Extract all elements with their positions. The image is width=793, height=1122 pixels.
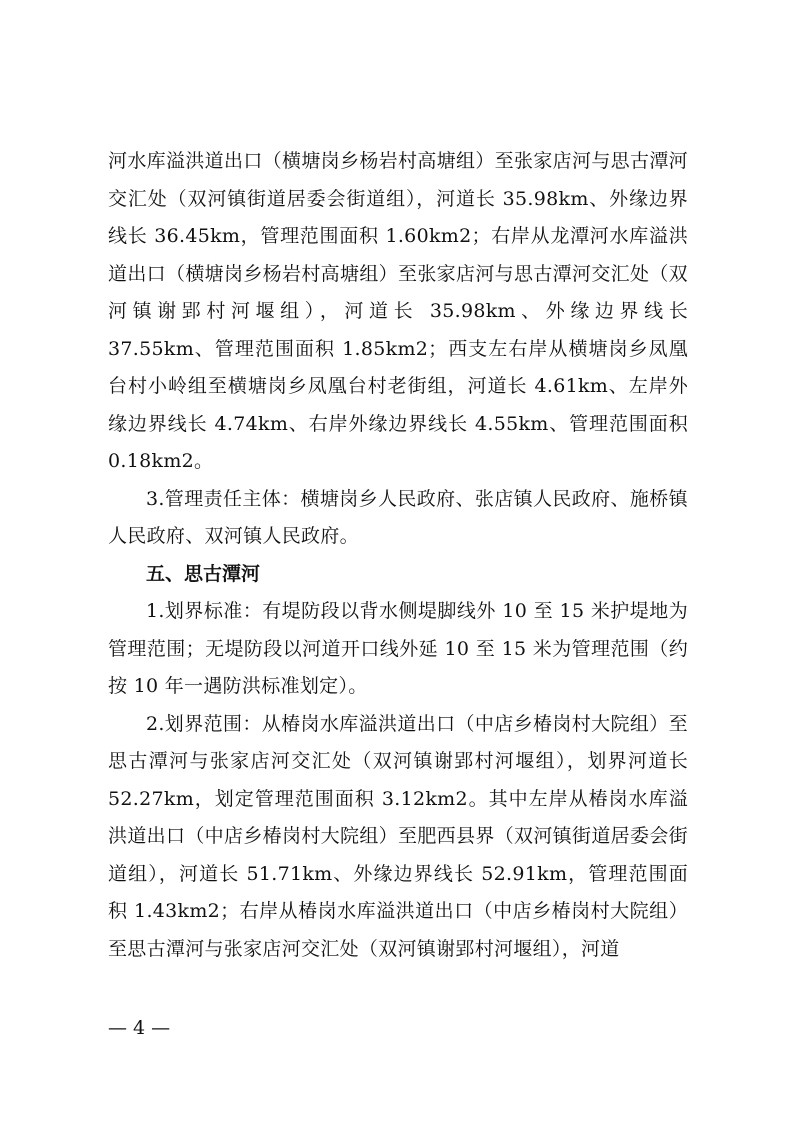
section-heading-sigutan-river: 五、思古潭河 (146, 562, 261, 585)
paragraph-responsible-party: 3.管理责任主体：横塘岗乡人民政府、张店镇人民政府、施桥镇人民政府、双河镇人民政府。 (108, 487, 688, 547)
paragraph-demarcation-standard: 1.划界标准：有堤防段以背水侧堤脚线外 10 至 15 米护堤地为管理范围；无堤防段以河道开口线外延 10 至 15 米为管理范围（约按 10 年一遇防洪标准划定）。 (108, 600, 688, 697)
document-body (108, 143, 688, 968)
page-number: — 4 — (108, 1017, 171, 1039)
paragraph-demarcation-scope: 2.划界范围：从椿岗水库溢洪道出口（中店乡椿岗村大院组）至思古潭河与张家店河交汇处（双河镇谢郢村河堰组），划界河道长 52.27km，划定管理范围面积 3.12km2。其中左岸从椿岗水库溢洪道出口（中店乡椿岗村大院组）至肥西县界（双河镇街道居委会街道组），河道长 51.71km、外缘边界线长 52.91km，管理范围面积 1.43km2；右岸从椿岗水库溢洪道出口（中店乡椿岗村大院组）至思古潭河与张家店河交汇处（双河镇谢郢村河堰组），河道 (108, 712, 688, 960)
paragraph-continuation: 河水库溢洪道出口（横塘岗乡杨岩村高塘组）至张家店河与思古潭河交汇处（双河镇街道居委会街道组），河道长 35.98km、外缘边界线长 36.45km，管理范围面积 1.60km2；右岸从龙潭河水库溢洪道出口（横塘岗乡杨岩村高塘组）至张家店河与思古潭河交汇处（双河镇谢郢村河堰组），河道长 35.98km、外缘边界线长 37.55km、管理范围面积 1.85km2；西支左右岸从横塘岗乡凤凰台村小岭组至横塘岗乡凤凰台村老街组，河道长 4.61km、左岸外缘边界线长 4.74km、右岸外缘边界线长 4.55km、管理范围面积 0.18km2。 (108, 150, 688, 472)
